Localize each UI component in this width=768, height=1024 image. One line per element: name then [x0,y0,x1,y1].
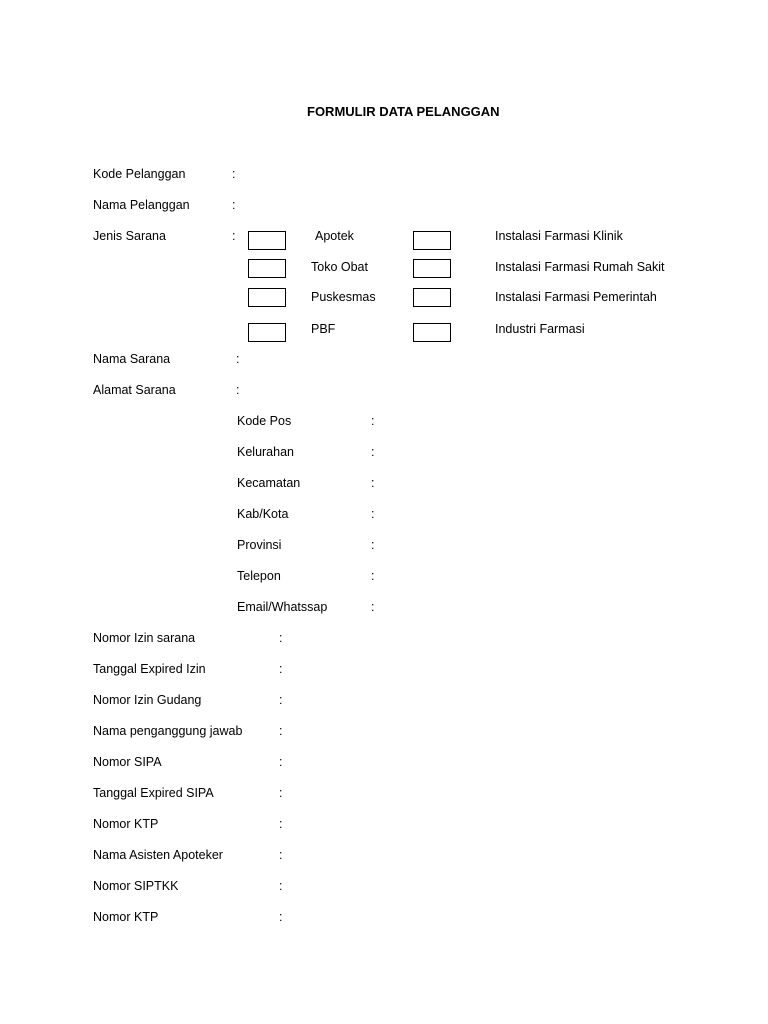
field-colon: : [371,507,375,521]
field-colon: : [279,662,283,676]
field-label-provinsi: Provinsi [237,538,282,552]
checkbox-pbf[interactable] [248,323,286,342]
option-label-instalasi-farmasi-pemerintah: Instalasi Farmasi Pemerintah [495,290,657,304]
field-label-kode-pos: Kode Pos [237,414,292,428]
field-label-nomor-ktp: Nomor KTP [93,817,159,831]
checkbox-puskesmas[interactable] [248,288,286,307]
field-colon: : [279,848,283,862]
field-colon: : [371,600,375,614]
field-colon: : [279,786,283,800]
field-colon: : [232,167,236,181]
field-colon: : [279,817,283,831]
field-label-nama-asisten-apoteker: Nama Asisten Apoteker [93,848,223,862]
field-colon: : [236,352,240,366]
option-label-toko-obat: Toko Obat [311,260,368,274]
option-label-industri-farmasi: Industri Farmasi [495,322,585,336]
checkbox-apotek[interactable] [248,231,286,250]
field-colon: : [279,755,283,769]
option-label-apotek: Apotek [315,229,354,243]
checkbox-toko-obat[interactable] [248,259,286,278]
field-label: Kode Pelanggan [93,167,186,181]
field-colon: : [232,229,236,243]
field-label-nomor-sipa: Nomor SIPA [93,755,162,769]
field-label-kecamatan: Kecamatan [237,476,301,490]
field-label: Nama Pelanggan [93,198,190,212]
form-title: FORMULIR DATA PELANGGAN [307,104,500,119]
field-label-tanggal-expired-sipa: Tanggal Expired SIPA [93,786,214,800]
field-label-nomor-izin-gudang: Nomor Izin Gudang [93,693,202,707]
field-colon: : [371,414,375,428]
field-label-nama-penanggung-jawab: Nama penganggung jawab [93,724,243,738]
field-label-nomor-izin-sarana: Nomor Izin sarana [93,631,196,645]
field-colon: : [371,445,375,459]
option-label-instalasi-farmasi-rumah-sakit: Instalasi Farmasi Rumah Sakit [495,260,665,274]
field-colon: : [279,724,283,738]
field-label: Jenis Sarana [93,229,166,243]
field-label-kelurahan: Kelurahan [237,445,294,459]
option-label-pbf: PBF [311,322,336,336]
option-label-puskesmas: Puskesmas [311,290,376,304]
field-colon: : [279,631,283,645]
field-label: Alamat Sarana [93,383,176,397]
field-colon: : [371,538,375,552]
option-label-instalasi-farmasi-klinik: Instalasi Farmasi Klinik [495,229,623,243]
field-label-telepon: Telepon [237,569,281,583]
field-colon: : [279,910,283,924]
field-label-email-whatssap: Email/Whatssap [237,600,328,614]
field-label-tanggal-expired-izin: Tanggal Expired Izin [93,662,206,676]
checkbox-instalasi-farmasi-pemerintah[interactable] [413,288,451,307]
field-label-kab-kota: Kab/Kota [237,507,289,521]
field-colon: : [371,569,375,583]
field-colon: : [371,476,375,490]
field-label-nomor-ktp-2: Nomor KTP [93,910,159,924]
field-colon: : [279,693,283,707]
checkbox-instalasi-farmasi-rumah-sakit[interactable] [413,259,451,278]
field-label: Nama Sarana [93,352,171,366]
checkbox-instalasi-farmasi-klinik[interactable] [413,231,451,250]
field-label-nomor-siptkk: Nomor SIPTKK [93,879,179,893]
checkbox-industri-farmasi[interactable] [413,323,451,342]
field-colon: : [279,879,283,893]
field-colon: : [232,198,236,212]
field-colon: : [236,383,240,397]
